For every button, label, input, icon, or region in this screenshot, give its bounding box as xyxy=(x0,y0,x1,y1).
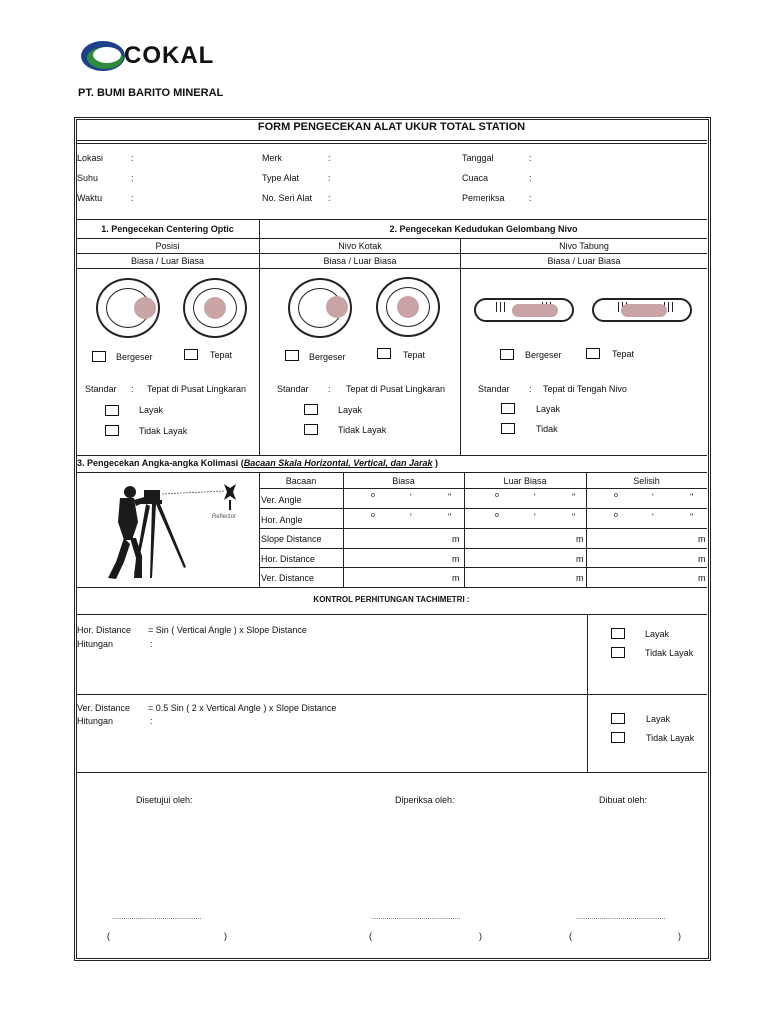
kontrol-ver-formula: = 0.5 Sin ( 2 x Vertical Angle ) x Slope Distance xyxy=(148,703,337,713)
sig-diperiksa-line[interactable]: .............................................. xyxy=(371,914,461,921)
kontrol-ver-label: Ver. Distance xyxy=(77,703,131,713)
s2k-bergeser-checkbox[interactable] xyxy=(285,350,299,361)
kontrol-hor-layak-checkbox[interactable] xyxy=(611,628,625,639)
sig-disetujui-line[interactable]: .............................................. xyxy=(112,914,202,921)
s1-layak-checkbox[interactable] xyxy=(105,405,119,416)
kontrol-hor-tidak-layak-checkbox[interactable] xyxy=(611,647,625,658)
s1-tepat-checkbox[interactable] xyxy=(184,349,198,360)
s1-bergeser-checkbox[interactable] xyxy=(92,351,106,362)
s2t-tepat-checkbox[interactable] xyxy=(586,348,600,359)
logo-mark-icon xyxy=(80,38,128,74)
col-selisih: Selisih xyxy=(633,476,660,486)
sig-disetujui-label: Disetujui oleh: xyxy=(136,795,193,805)
s2k-tidak-layak-checkbox[interactable] xyxy=(304,424,318,435)
nivo-tabung-tepat-icon xyxy=(592,298,692,322)
label-pemeriksa: Pemeriksa xyxy=(462,193,505,203)
kontrol-ver-layak-checkbox[interactable] xyxy=(611,713,625,724)
s2t-bergeser-checkbox[interactable] xyxy=(500,349,514,360)
nivo-tabung-label: Nivo Tabung xyxy=(559,241,609,251)
kontrol-hor-label: Hor. Distance xyxy=(77,625,132,635)
kontrol-hor-formula: = Sin ( Vertical Angle ) x Slope Distance xyxy=(148,625,307,635)
surveyor-illustration xyxy=(90,482,250,584)
sig-dibuat-label: Dibuat oleh: xyxy=(599,795,648,805)
label-waktu: Waktu xyxy=(77,193,103,203)
s1-tidak-layak-checkbox[interactable] xyxy=(105,425,119,436)
col-biasa: Biasa xyxy=(392,476,415,486)
kontrol-ver-tidak-layak-checkbox[interactable] xyxy=(611,732,625,743)
row-slope-distance: Slope Distance xyxy=(261,534,322,544)
section3-title: 3. Pengecekan Angka-angka Kolimasi (Bacaan Skala Horizontal, Vertical, dan Jarak ) xyxy=(77,458,438,468)
row-hor-distance: Hor. Distance xyxy=(261,554,316,564)
label-cuaca: Cuaca xyxy=(462,173,489,183)
sig-diperiksa-label: Diperiksa oleh: xyxy=(395,795,455,805)
col-luar-biasa: Luar Biasa xyxy=(503,476,547,486)
s2t-tidak-checkbox[interactable] xyxy=(501,423,515,434)
label-merk: Merk xyxy=(262,153,282,163)
form-title: FORM PENGECEKAN ALAT UKUR TOTAL STATION xyxy=(257,121,526,133)
col-bacaan: Bacaan xyxy=(285,476,317,486)
row-hor-angle: Hor. Angle xyxy=(261,515,303,525)
label-suhu: Suhu xyxy=(77,173,99,183)
reflector-label: Reflector xyxy=(212,514,237,520)
row-ver-angle: Ver. Angle xyxy=(261,495,302,505)
sig-dibuat-line[interactable]: .............................................. xyxy=(576,914,666,921)
nivo-tabung-bergeser-icon xyxy=(474,298,574,322)
s2k-layak-checkbox[interactable] xyxy=(304,404,318,415)
section1-title: 1. Pengecekan Centering Optic xyxy=(101,224,234,234)
company-name: PT. BUMI BARITO MINERAL xyxy=(78,87,224,99)
kontrol-title: KONTROL PERHITUNGAN TACHIMETRI : xyxy=(313,595,470,604)
label-no-seri: No. Seri Alat xyxy=(262,193,313,203)
row-ver-distance: Ver. Distance xyxy=(261,573,315,583)
logo-text: COKAL xyxy=(124,42,215,69)
label-type-alat: Type Alat xyxy=(262,173,300,183)
label-lokasi: Lokasi xyxy=(77,153,104,163)
label-tanggal: Tanggal xyxy=(462,153,494,163)
s2t-layak-checkbox[interactable] xyxy=(501,403,515,414)
s2k-tepat-checkbox[interactable] xyxy=(377,348,391,359)
company-logo xyxy=(80,38,220,74)
section2-title: 2. Pengecekan Kedudukan Gelombang Nivo xyxy=(389,224,578,234)
section1-posisi: Posisi xyxy=(155,241,180,251)
nivo-kotak-label: Nivo Kotak xyxy=(338,241,382,251)
